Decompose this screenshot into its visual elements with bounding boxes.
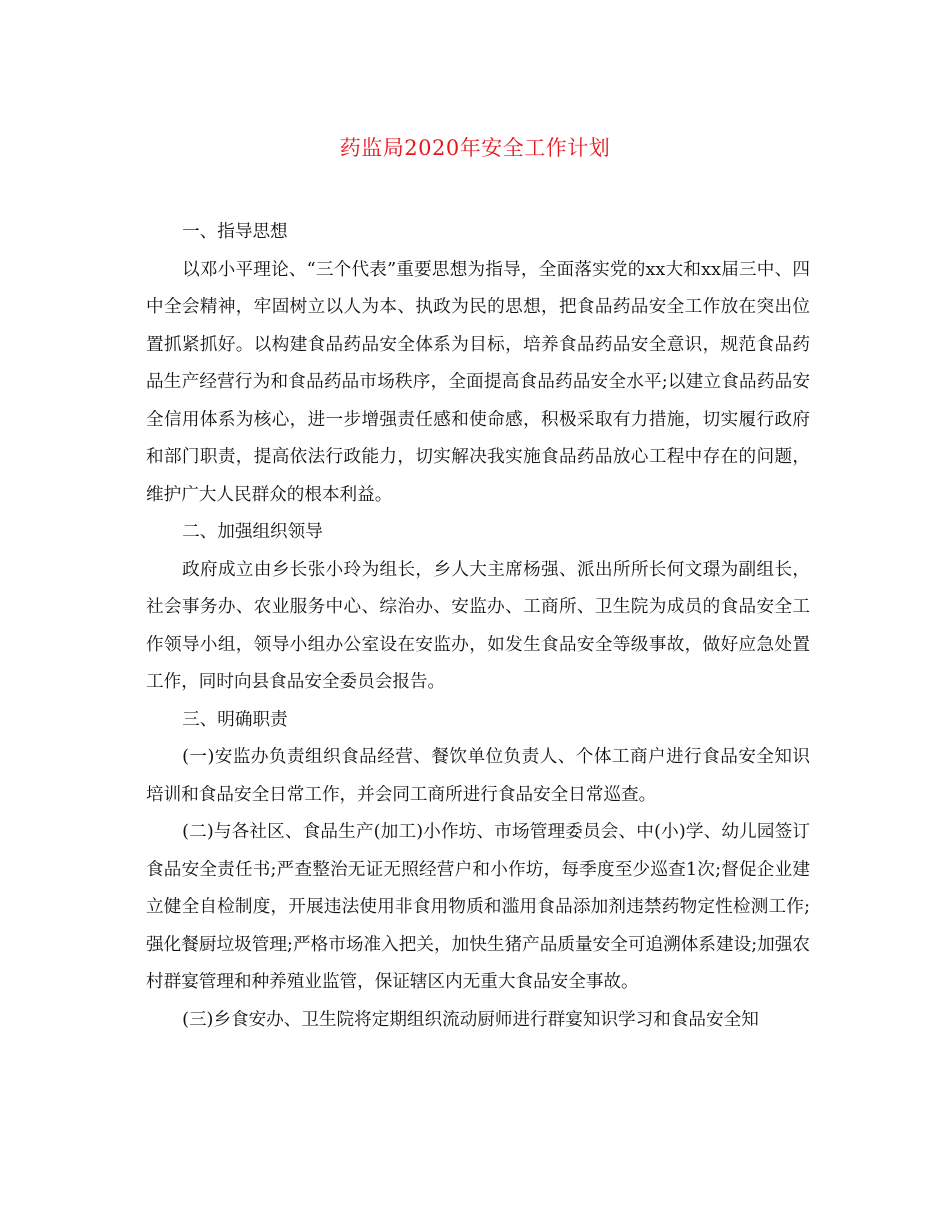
paragraph-guiding-ideology: 以邓小平理论、“三个代表”重要思想为指导，全面落实党的xx大和xx届三中、四中全会精神，牢固树立以人为本、执政为民的思想，把食品药品安全工作放在突出位置抓紧抓好。以构建食品药品安全体系为目标，培养食品药品安全意识，规范食品药品生产经营行为和食品药品市场秩序，全面提高食品药品安全水平;以建立食品药品安全信用体系为核心，进一步增强责任感和使命感，积极采取有力措施，切实履行政府和部门职责，提高依法行政能力，切实解决我实施食品药品放心工程中存在的问题，维护广大人民群众的根本利益。 <box>146 259 810 505</box>
section-heading-guiding-ideology: 一、指导思想 <box>182 222 288 242</box>
paragraph-responsibility-1: (一)安监办负责组织食品经营、餐饮单位负责人、个体工商户进行食品安全知识培训和食品安全日常工作，并会同工商所进行食品安全日常巡查。 <box>146 747 810 805</box>
section-heading-organization: 二、加强组织领导 <box>182 522 323 542</box>
paragraph-responsibility-2: (二)与各社区、食品生产(加工)小作坊、市场管理委员会、中(小)学、幼儿园签订食品安全责任书;严查整治无证无照经营户和小作坊，每季度至少巡查1次;督促企业建立健全自检制度，开展违法使用非食用物质和滥用食品添加剂违禁药物定性检测工作;强化餐厨垃圾管理;严格市场准入把关，加快生猪产品质量安全可追溯体系建设;加强农村群宴管理和种养殖业监管，保证辖区内无重大食品安全事故。 <box>146 822 810 992</box>
paragraph-organization: 政府成立由乡长张小玲为组长，乡人大主席杨强、派出所所长何文璟为副组长，社会事务办、农业服务中心、综治办、安监办、工商所、卫生院为成员的食品安全工作领导小组，领导小组办公室设在安监办，如发生食品安全等级事故，做好应急处置工作，同时向县食品安全委员会报告。 <box>146 559 810 692</box>
document-body <box>146 214 810 1039</box>
section-heading-responsibilities: 三、明确职责 <box>182 709 288 730</box>
document-title: 药监局2020年安全工作计划 <box>339 136 611 160</box>
paragraph-responsibility-3: (三)乡食安办、卫生院将定期组织流动厨师进行群宴知识学习和食品安全知 <box>182 1009 759 1030</box>
